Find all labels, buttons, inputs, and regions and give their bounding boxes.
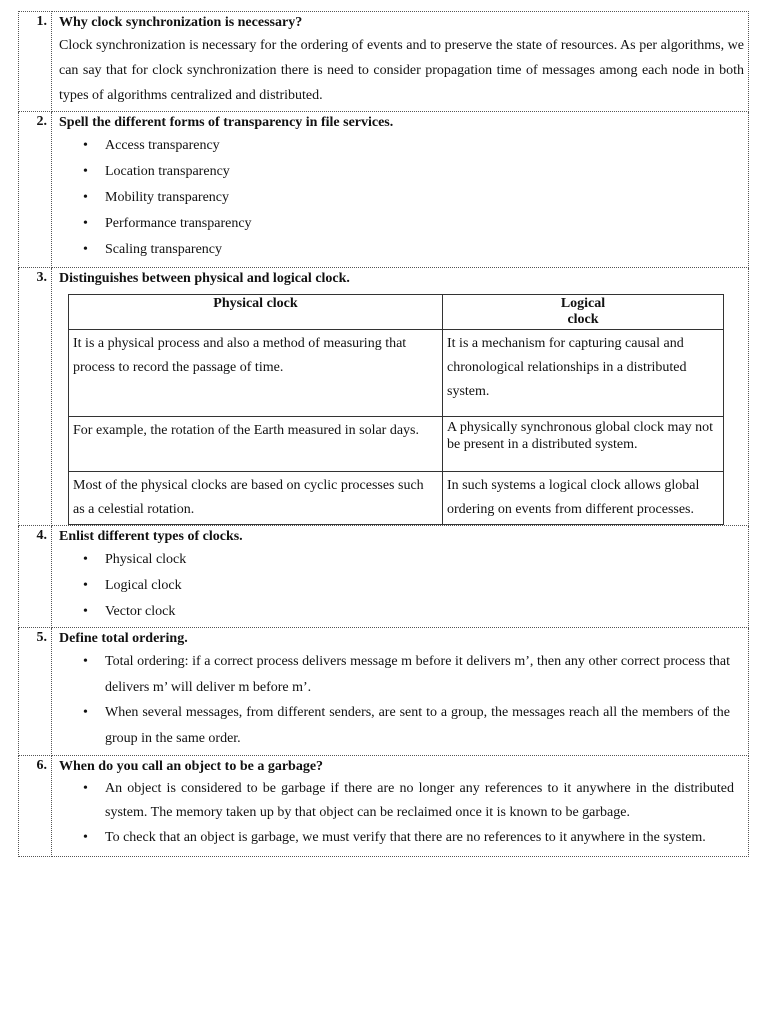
bullet-list [59,547,744,625]
qa-row-4 [19,526,749,628]
item-body [52,268,749,526]
item-number: 6. [19,756,52,857]
question-title: When do you call an object to be a garbage? [59,759,324,774]
list-item: • Access transparency [105,133,744,159]
table-row [69,472,724,525]
item-number: 1. [19,12,52,112]
question-title: Why clock synchronization is necessary? [59,15,303,30]
list-item: • When several messages, from different senders, are sent to a group, the messages reach all the members of the group in the same order. [105,700,730,751]
item-body [52,12,749,112]
item-body [52,628,749,756]
qa-row-5 [19,628,749,756]
qa-row-1 [19,12,749,112]
table-cell: For example, the rotation of the Earth measured in solar days. [69,417,443,472]
bullet-list [59,649,744,751]
list-item: • Vector clock [105,599,744,625]
item-body [52,756,749,857]
list-item: • To check that an object is garbage, we must verify that there are no references to it anywhere in the system. [105,825,734,851]
comparison-table [68,294,724,525]
item-body [52,526,749,628]
list-item: • Mobility transparency [105,185,744,211]
bullet-list [59,777,744,851]
column-header-text: Logical clock [560,296,606,327]
table-cell: It is a physical process and also a method of measuring that process to record the passage of time. [69,330,443,417]
table-cell: A physically synchronous global clock may not be present in a distributed system. [443,417,724,472]
table-cell: In such systems a logical clock allows global ordering on events from different processes. [443,472,724,525]
item-number: 4. [19,526,52,628]
bullet-list [59,133,744,263]
question-title: Enlist different types of clocks. [59,529,243,544]
list-item: • An object is considered to be garbage if there are no longer any references to it anywhere in the distributed system. The memory taken up by that object can be reclaimed once it is known to be garbage. [105,777,734,825]
table-row [69,330,724,417]
qa-row-3 [19,268,749,526]
list-item: • Location transparency [105,159,744,185]
item-number: 3. [19,268,52,526]
table-cell: It is a mechanism for capturing causal and chronological relationships in a distributed system. [443,330,724,417]
list-item: • Physical clock [105,547,744,573]
qa-row-2 [19,112,749,268]
list-item: • Logical clock [105,573,744,599]
table-row [69,417,724,472]
question-title: Define total ordering. [59,631,188,646]
question-title: Spell the different forms of transparency in file services. [59,115,394,130]
item-number: 2. [19,112,52,268]
column-header-physical: Physical clock [69,295,443,330]
list-item: • Total ordering: if a correct process delivers message m before it delivers m’, then any other correct process that delivers m’ will deliver m before m’. [105,649,730,700]
table-cell: Most of the physical clocks are based on cyclic processes such as a celestial rotation. [69,472,443,525]
column-header-logical [443,295,724,330]
comparison-header-row [69,295,724,330]
item-body [52,112,749,268]
qa-table [18,11,749,857]
list-item: • Scaling transparency [105,237,744,263]
qa-row-6 [19,756,749,857]
item-number: 5. [19,628,52,756]
answer-paragraph: Clock synchronization is necessary for the ordering of events and to preserve the state of resources. As per algorithms, we can say that for clock synchronization there is need to consider propagation time of messages among each node in both types of algorithms centralized and distributed. [59,38,744,103]
question-title: Distinguishes between physical and logical clock. [59,271,350,286]
list-item: • Performance transparency [105,211,744,237]
